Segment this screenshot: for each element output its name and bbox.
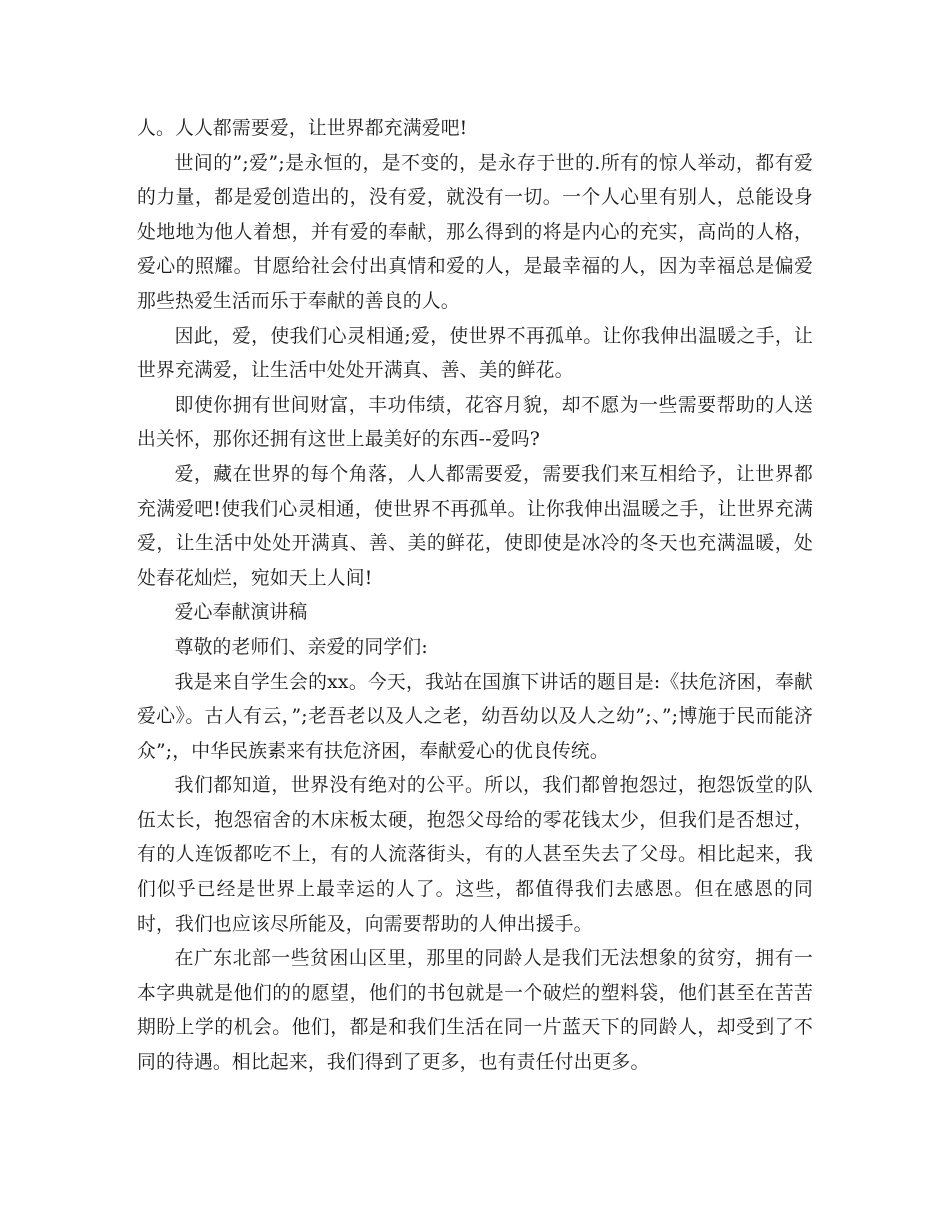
document-body [137,112,813,1081]
paragraph-4: 即使你拥有世间财富，丰功伟绩，花容月貌，却不愿为一些需要帮助的人送出关怀，那你还拥有这世上最美好的东西--爱吗? [137,394,813,451]
paragraph-1: 人。人人都需要爱，让世界都充满爱吧! [137,118,468,139]
speech-title: 爱心奉献演讲稿 [174,602,308,624]
paragraph-5: 爱，藏在世界的每个角落，人人都需要爱，需要我们来互相给予，让世界都充满爱吧!使我们心灵相通，使世界不再孤单。让你我伸出温暖之手，让世界充满爱，让生活中处处开满真、善、美的鲜花，使即使是冰冷的冬天也充满温暖，处处春花灿烂，宛如天上人间! [137,463,813,589]
paragraph-10: 在广东北部一些贫困山区里，那里的同龄人是我们无法想象的贫穷，拥有一本字典就是他们的的愿望，他们的书包就是一个破烂的塑料袋，他们甚至在苦苦期盼上学的机会。他们，都是和我们生活在同一片蓝天下的同龄人，却受到了不同的待遇。相比起来，我们得到了更多，也有责任付出更多。 [137,948,813,1074]
paragraph-8: 我是来自学生会的xx。今天，我站在国旗下讲话的题目是:《扶危济困，奉献爱心》。古人有云，”;老吾老以及人之老，幼吾幼以及人之幼”;、”;博施于民而能济众”;，中华民族素来有扶危济困，奉献爱心的优良传统。 [137,671,813,762]
paragraph-2: 世间的”;爱”;是永恒的，是不变的，是永存于世的.所有的惊人举动，都有爱的力量，都是爱创造出的，没有爱，就没有一切。一个人心里有别人，总能设身处地地为他人着想，并有爱的奉献，那么得到的将是内心的充实，高尚的人格，爱心的照耀。甘愿给社会付出真情和爱的人，是最幸福的人，因为幸福总是偏爱那些热爱生活而乐于奉献的善良的人。 [137,152,813,312]
paragraph-9: 我们都知道，世界没有绝对的公平。所以，我们都曾抱怨过，抱怨饭堂的队伍太长，抱怨宿舍的木床板太硬，抱怨父母给的零花钱太少，但我们是否想过，有的人连饭都吃不上，有的人流落街头，有的人甚至失去了父母。相比起来，我们似乎已经是世界上最幸运的人了。这些，都值得我们去感恩。但在感恩的同时，我们也应该尽所能及，向需要帮助的人伸出援手。 [137,775,813,935]
paragraph-3: 因此，爱，使我们心灵相通;爱，使世界不再孤单。让你我伸出温暖之手，让世界充满爱，让生活中处处开满真、善、美的鲜花。 [137,325,813,382]
salutation: 尊敬的老师们、亲爱的同学们: [174,636,428,658]
